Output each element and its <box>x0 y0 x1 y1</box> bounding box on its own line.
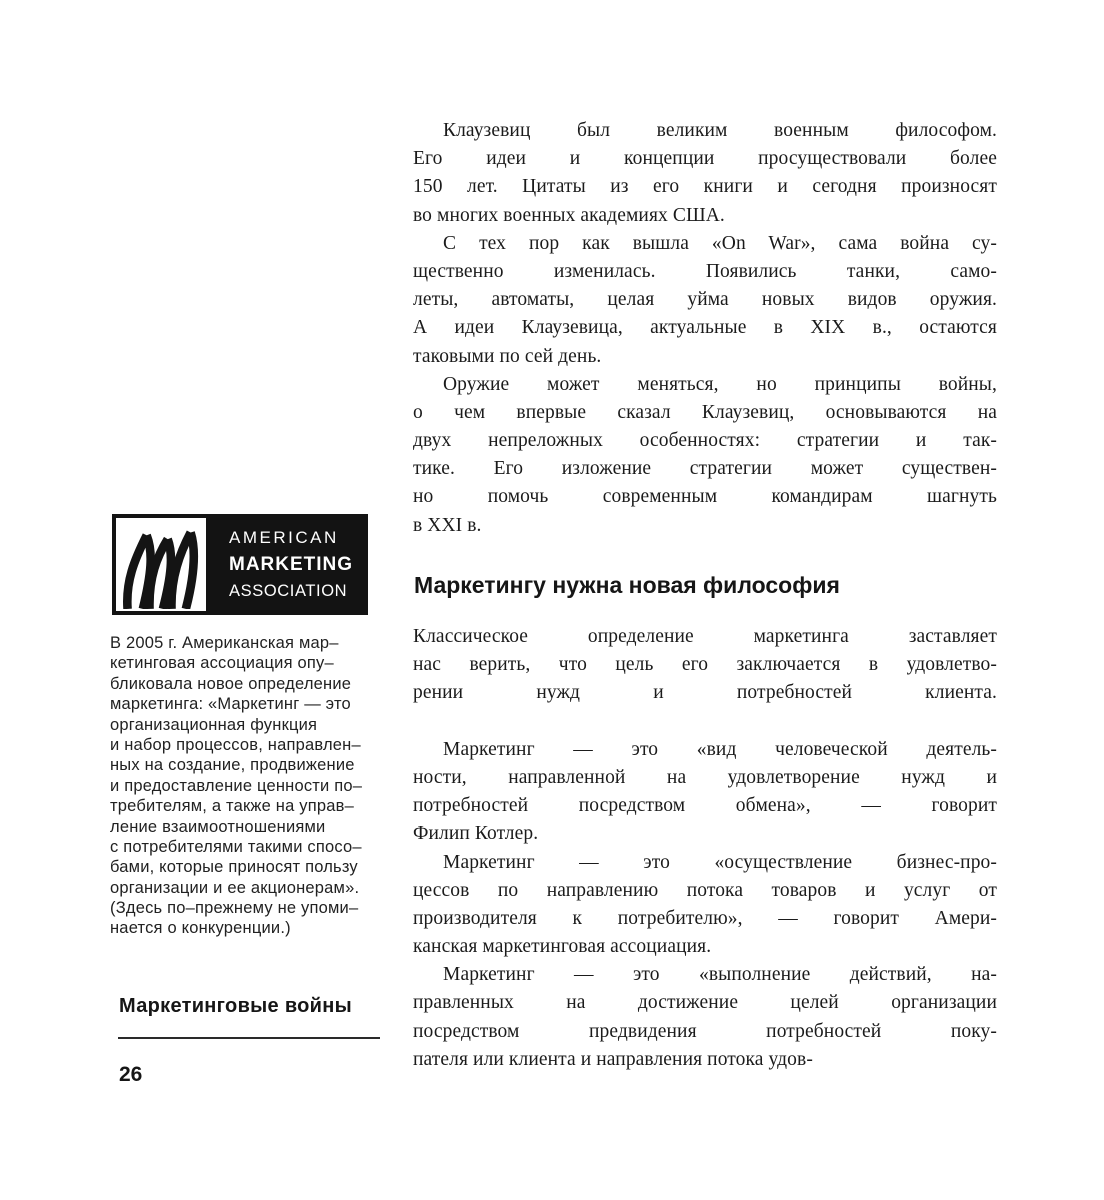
body-text-section-2 <box>413 623 997 1074</box>
sidebar-margin-note <box>110 633 390 939</box>
text-line: 150 лет. Цитаты из его книги и сегодня произносят <box>413 176 997 198</box>
text-line: потребностей посредством обмена», — говорит <box>413 795 997 817</box>
text-line: Его идеи и концепции просуществовали более <box>413 148 997 170</box>
text-line: таковыми по сей день. <box>413 345 602 367</box>
ama-logo-line-association: ASSOCIATION <box>229 582 348 600</box>
text-line: тике. Его изложение стратегии может существен- <box>413 458 997 480</box>
section-heading: Маркетингу нужна новая философия <box>414 572 840 598</box>
ama-logo-text <box>229 525 353 604</box>
sidebar-note-line: бликовала новое определение <box>110 674 352 693</box>
paragraph <box>413 230 997 371</box>
text-line: во многих военных академиях США. <box>413 204 725 226</box>
sidebar-note-line: (Здесь по–прежнему не упоми– <box>110 899 359 918</box>
text-line: Маркетинг — это «вид человеческой деятель- <box>443 738 997 760</box>
text-line <box>413 708 997 736</box>
paragraph <box>413 736 997 849</box>
text-line: пателя или клиента и направления потока удов- <box>413 1048 813 1070</box>
sidebar-note-line: требителям, а также на управ– <box>110 797 354 816</box>
body-text-section-1 <box>413 117 997 540</box>
paragraph <box>413 961 997 1074</box>
sidebar-note-line: с потребителями такими спосо– <box>110 837 362 856</box>
sidebar-note-line: бами, которые приносят пользу <box>110 858 358 877</box>
ama-logo-mark <box>118 520 204 609</box>
sidebar-note-line: ление взаимоотношениями <box>110 817 326 836</box>
sidebar-note-line: В 2005 г. Американская мар– <box>110 634 339 652</box>
paragraph <box>413 849 997 962</box>
text-line: Маркетинг — это «осуществление бизнес-про- <box>443 851 997 873</box>
text-line: рении нужд и потребностей клиента. <box>413 682 997 704</box>
ama-logo <box>112 514 368 615</box>
sidebar-note-line: и набор процессов, направлен– <box>110 735 361 754</box>
text-line: Маркетинг — это «выполнение действий, на- <box>443 964 997 986</box>
ama-logo-line-marketing: MARKETING <box>229 554 354 575</box>
text-line: цессов по направлению потока товаров и услуг от <box>413 879 997 901</box>
text-line: правленных на достижение целей организации <box>413 992 997 1014</box>
text-line: Филип Котлер. <box>413 823 539 845</box>
text-line: А идеи Клаузевица, актуальные в XIX в., остаются <box>413 317 997 339</box>
paragraph <box>413 117 997 230</box>
text-line: ности, направленной на удовлетворение нужд и <box>413 766 997 788</box>
text-line: щественно изменилась. Появились танки, само- <box>413 260 997 282</box>
text-line: Клаузевиц был великим военным философом. <box>443 120 997 141</box>
text-line: нас верить, что цель его заключается в удовлетво- <box>413 654 997 676</box>
sidebar-note-line: кетинговая ассоциация опу– <box>110 654 334 673</box>
text-line: канская маркетинговая ассоциация. <box>413 936 712 958</box>
sidebar-note-line: организационная функция <box>110 715 318 734</box>
page-number: 26 <box>119 1063 143 1086</box>
paragraph <box>413 623 997 736</box>
text-line: но помочь современным командирам шагнуть <box>413 486 997 508</box>
sidebar-note-line: ных на создание, продвижение <box>110 756 355 775</box>
text-line: леты, автоматы, целая уйма новых видов оружия. <box>413 289 997 311</box>
sidebar-note-line: маркетинга: «Маркетинг — это <box>110 695 351 714</box>
text-line: в XXI в. <box>413 514 482 536</box>
text-line: производителя к потребителю», — говорит Амери- <box>413 907 997 929</box>
text-line: о чем впервые сказал Клаузевиц, основываются на <box>413 401 997 423</box>
sidebar-note-line: нается о конкуренции.) <box>110 919 291 938</box>
sidebar-note-line: и предоставление ценности по– <box>110 776 363 795</box>
paragraph <box>413 371 997 540</box>
text-line: С тех пор как вышла «On War», сама война су- <box>443 232 997 254</box>
footer-rule <box>118 1037 380 1039</box>
text-line: Классическое определение маркетинга заставляет <box>413 626 997 647</box>
book-title: Маркетинговые войны <box>119 995 353 1017</box>
ama-logo-mark-box <box>116 518 206 611</box>
text-line: двух непреложных особенностях: стратегии и так- <box>413 430 997 452</box>
ama-logo-line-american: AMERICAN <box>229 528 339 547</box>
sidebar-note-line: организации и ее акционерам». <box>110 878 360 897</box>
text-line: Оружие может меняться, но принципы войны, <box>443 373 997 395</box>
text-line: посредством предвидения потребностей поку- <box>413 1020 997 1042</box>
